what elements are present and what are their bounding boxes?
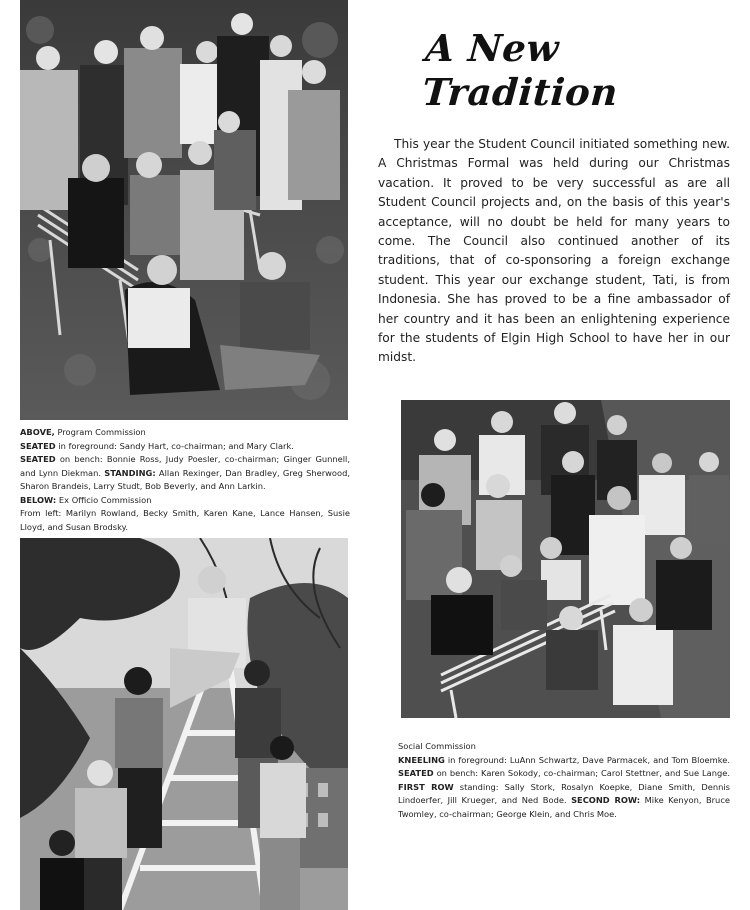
caption-text-kneeling: in foreground: LuAnn Schwartz, Dave Parmacek, and Tom Bloemke.	[444, 754, 730, 765]
program-commission-photo	[20, 0, 348, 420]
social-commission-caption	[398, 740, 730, 821]
caption-label-seated-foreground: SEATED	[20, 440, 56, 451]
caption-label-seated: SEATED	[398, 768, 434, 778]
caption-bench-standing-line	[20, 453, 350, 494]
caption-above-line	[20, 426, 350, 440]
caption-label-below: BELOW:	[20, 494, 57, 505]
social-commission-photo	[401, 400, 730, 718]
caption-social-body	[398, 754, 730, 822]
body-text: This year the Student Council initiated something new. A Christmas Formal was held during our Christmas vacation. It proved to be very successful as are all Student Council projects and, on the basis of this year's acceptance, will no doubt be held for many years to come. The Council also continued another of its traditions, that of co-sponsoring a foreign exchange student. This year our exchange student, Tati, is from Indonesia. She has proved to be a fine ambassador of her country and it has been an enlightening experience for the students of Elgin High School to have her in our midst.	[378, 137, 730, 365]
caption-text-standing: Allan Rexinger, Dan Bradley, Greg Sherwood, Sharon Brandeis, Larry Studt, Bob Beverly, and Ann Larkin.	[20, 467, 350, 491]
ex-officio-commission-photo	[20, 538, 348, 910]
caption-label-standing: STANDING:	[104, 467, 156, 478]
caption-text-above: Program Commission	[54, 427, 146, 437]
program-commission-photo-image	[20, 0, 348, 420]
caption-from-left-line: From left: Marilyn Rowland, Becky Smith, Karen Kane, Lance Hansen, Susie Lloyd, and Susan Brodsky.	[20, 508, 350, 532]
caption-social-heading: Social Commission	[398, 741, 476, 751]
caption-label-above: ABOVE,	[20, 427, 55, 437]
caption-label-kneeling: KNEELING	[398, 754, 445, 765]
caption-text-seated-foreground: in foreground: Sandy Hart, co-chairman; and Mary Clark.	[55, 440, 294, 451]
caption-text-seated-bench: on bench: Bonnie Ross, Judy Poesler, co-chairman; Ginger Gunnell, and Lynn Diekman.	[20, 454, 350, 478]
caption-text-first-row: standing: Sally Stork, Rosalyn Koepke, Diane Smith, Dennis Lindoerfer, Jill Krueger, and Ned Bode.	[398, 781, 731, 805]
caption-seated-foreground-line	[20, 440, 350, 454]
ex-officio-commission-photo-image	[20, 538, 348, 910]
caption-label-seated-bench: SEATED	[20, 454, 56, 464]
caption-label-second-row: SECOND ROW:	[571, 795, 641, 805]
caption-text-second-row: Mike Kenyon, Bruce Twomley, co-chairman; George Klein, and Chris Moe.	[398, 795, 730, 819]
body-paragraph	[378, 135, 730, 368]
program-commission-caption	[20, 426, 350, 534]
page-title: A New Tradition	[420, 26, 620, 114]
caption-below-line	[20, 494, 350, 508]
caption-label-first-row: FIRST ROW	[398, 781, 454, 792]
caption-text-seated: on bench: Karen Sokody, co-chairman; Carol Stettner, and Sue Lange.	[433, 768, 730, 778]
social-commission-photo-image	[401, 400, 730, 718]
caption-text-below: Ex Officio Commission	[56, 494, 152, 505]
